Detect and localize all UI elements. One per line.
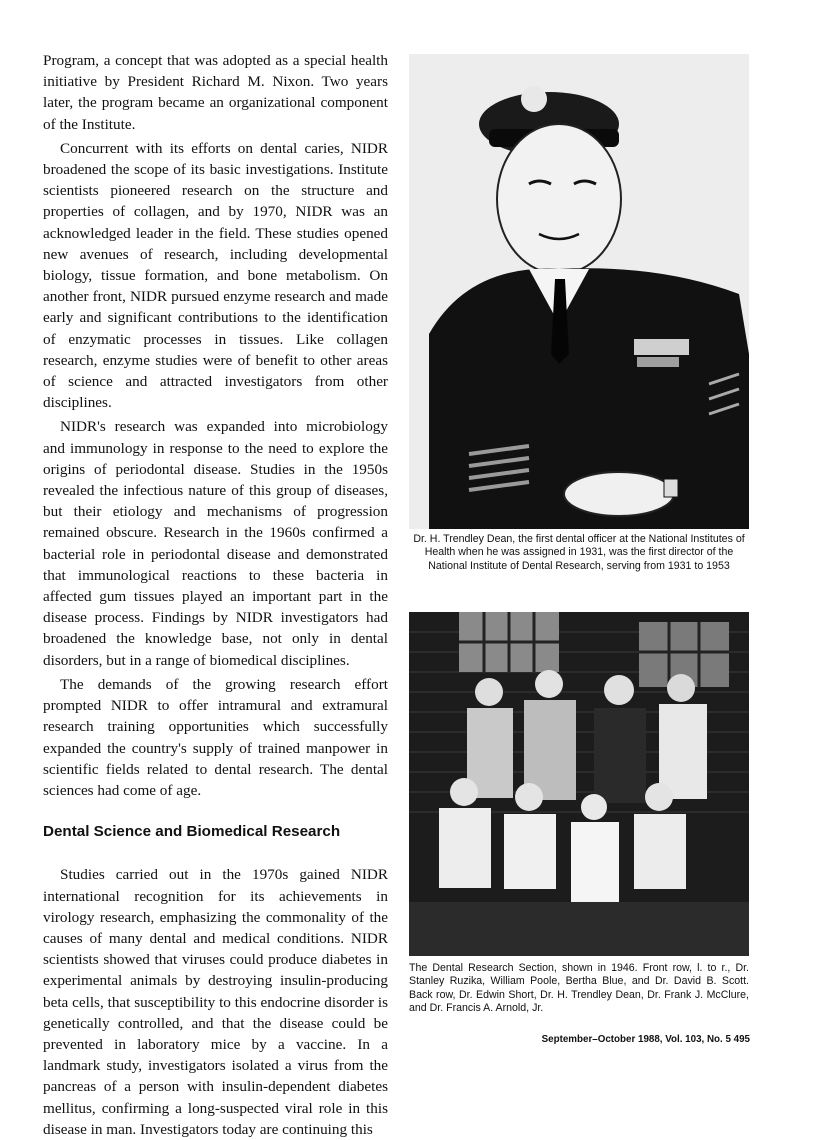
body-paragraph-2: Concurrent with its efforts on dental caries, NIDR broadened the scope of its basic investigations. Institute scientists pioneered research on the structure and properties of collagen, and by 1970, NIDR was an acknowledged leader in the field. These studies opened new avenues of research, including developmental biology, tissue formation, and bone metabolism. On another front, NIDR pursued enzyme research and made early and significant contributions to the identification of enzymatic processes in tissues. Like collagen research, enzyme studies were of benefit to other areas of science and attracted investigators from other disciplines. [43,139,388,412]
article-text-column [43,50,388,1140]
group-photo [409,612,749,956]
portrait-photo [409,54,749,529]
body-paragraph-1: Program, a concept that was adopted as a special health initiative by President Richard M. Nixon. Two years later, the program became an organizational component of the Institute. [43,52,388,133]
section-paragraph: Studies carried out in the 1970s gained NIDR international recognition for its achievements in virology research, emphasizing the commonality of the causes of many dental and medical conditions. NIDR scientists showed that viruses could produce diabetes in experimental animals by destroying insulin-producing beta cells, that susceptibility to this endocrine disorder is genetically controlled, and that the disease could be prevented in laboratory mice by a vaccine. In a landmark study, investigators isolated a virus from the pancreas of a person with insulin-dependent diabetes mellitus, confirming a long-suspected viral role in this disease in man. Investigators today are continuing this [43,866,388,1138]
portrait-caption: Dr. H. Trendley Dean, the first dental officer at the National Institutes of Health when he was assigned in 1931, was the first director of the National Institute of Dental Research, serving from 1931 to 1953 [413,533,745,572]
body-paragraph-4: The demands of the growing research effort prompted NIDR to offer intramural and extramural research training opportunities which successfully expanded the country's supply of trained manpower in scientific fields related to dental research. The dental sciences had come of age. [43,675,388,799]
section-heading: Dental Science and Biomedical Research [43,823,341,841]
group-caption: The Dental Research Section, shown in 1946. Front row, l. to r., Dr. Stanley Ruzika, William Poole, Bertha Blue, and Dr. David B. Scott. Back row, Dr. Edwin Short, Dr. H. Trendley Dean, Dr. Frank J. McClure, and Dr. Francis A. Arnold, Jr. [409,962,749,1014]
body-paragraph-3: NIDR's research was expanded into microbiology and immunology in response to the need to explore the origins of periodontal disease. Studies in the 1950s revealed the infectious nature of this group of diseases, but their etiology and mechanisms of progression remained obscure. Research in the 1960s confirmed a bacterial role in periodontal disease and demonstrated that immunological reactions to these bacteria in affected gum tissues played an important part in the disease process. Findings by NIDR investigators had broadened the knowledge base, not only in dental disorders, but in a range of biomedical disciplines. [43,418,388,669]
page-footer-citation: September–October 1988, Vol. 103, No. 5 495 [541,1034,750,1045]
